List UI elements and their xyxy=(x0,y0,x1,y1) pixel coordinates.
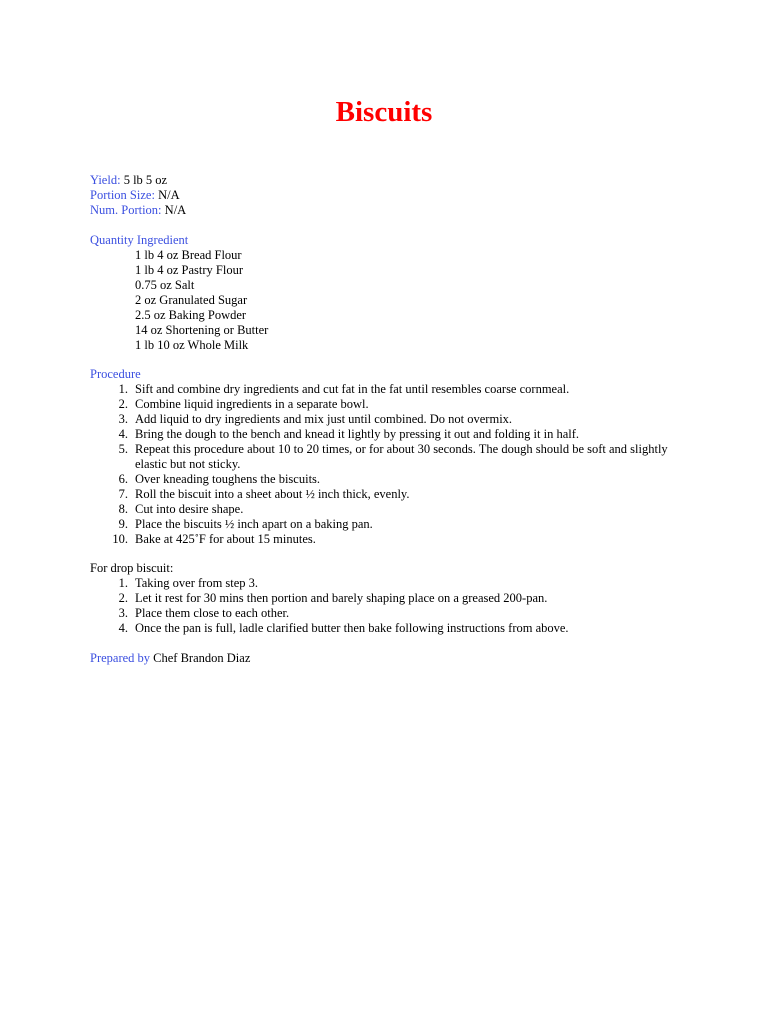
step-text: Once the pan is full, ladle clarified butter then bake following instructions from above. xyxy=(135,621,569,635)
page-title: Biscuits xyxy=(335,96,433,128)
step-text: Bake at 425˚F for about 15 minutes. xyxy=(135,532,316,546)
procedure-step xyxy=(90,427,690,442)
drop-biscuit-header: For drop biscuit: xyxy=(90,561,174,575)
procedure-step xyxy=(90,382,690,397)
ingredient-item: 1 lb 4 oz Pastry Flour xyxy=(135,263,243,277)
procedure-step xyxy=(90,397,690,412)
step-text: Sift and combine dry ingredients and cut fat in the fat until resembles coarse cornmeal. xyxy=(135,382,570,396)
step-number: 4. xyxy=(118,427,128,441)
procedure-step xyxy=(90,442,690,472)
drop-step xyxy=(90,606,690,621)
drop-biscuit-list xyxy=(90,576,690,636)
prepared-by-label: Prepared by xyxy=(90,651,151,665)
step-text: Let it rest for 30 mins then portion and barely shaping place on a greased 200-pan. xyxy=(135,591,548,605)
step-number: 2. xyxy=(118,397,128,411)
prepared-by xyxy=(90,651,690,666)
num-portion-label: Num. Portion: xyxy=(90,203,162,217)
step-text: Cut into desire shape. xyxy=(135,502,244,516)
step-number: 3. xyxy=(118,606,128,620)
procedure-step xyxy=(90,472,690,487)
yield-value: 5 lb 5 oz xyxy=(123,173,168,187)
step-text: Place them close to each other. xyxy=(135,606,290,620)
procedure-header: Procedure xyxy=(90,367,141,381)
step-number: 3. xyxy=(118,412,128,426)
portion-size-row xyxy=(90,188,690,203)
step-number: 8. xyxy=(118,502,128,516)
num-portion-row xyxy=(90,203,690,218)
procedure-step xyxy=(90,412,690,427)
step-text: Taking over from step 3. xyxy=(135,576,259,590)
step-number: 9. xyxy=(118,517,128,531)
step-number: 4. xyxy=(118,621,128,635)
yield-label: Yield: xyxy=(90,173,121,187)
procedure-step xyxy=(90,502,690,517)
procedure-section xyxy=(90,367,690,547)
chef-name: Chef Brandon Diaz xyxy=(153,651,251,665)
num-portion-value: N/A xyxy=(164,203,187,217)
step-number: 6. xyxy=(118,472,128,486)
step-text: Place the biscuits ½ inch apart on a baking pan. xyxy=(135,517,373,531)
yield-row xyxy=(90,173,690,188)
step-number: 2. xyxy=(118,591,128,605)
step-number: 5. xyxy=(118,442,128,456)
step-text: Roll the biscuit into a sheet about ½ inch thick, evenly. xyxy=(135,487,410,501)
ingredient-item: 14 oz Shortening or Butter xyxy=(135,323,269,337)
recipe-meta xyxy=(90,173,690,218)
drop-step xyxy=(90,591,690,606)
step-number: 1. xyxy=(118,382,128,396)
ingredients-header: Quantity Ingredient xyxy=(90,233,189,247)
portion-size-value: N/A xyxy=(158,188,180,202)
ingredient-item: 2.5 oz Baking Powder xyxy=(135,308,247,322)
portion-size-label: Portion Size: xyxy=(90,188,155,202)
step-text: Over kneading toughens the biscuits. xyxy=(135,472,321,486)
procedure-list xyxy=(90,382,690,547)
ingredient-item: 1 lb 4 oz Bread Flour xyxy=(135,248,242,262)
ingredient-item: 2 oz Granulated Sugar xyxy=(135,293,248,307)
ingredient-list xyxy=(135,248,690,353)
step-number: 7. xyxy=(118,487,128,501)
ingredient-item: 1 lb 10 oz Whole Milk xyxy=(135,338,249,352)
drop-step xyxy=(90,621,690,636)
procedure-step xyxy=(90,517,690,532)
drop-biscuit-section xyxy=(90,561,690,636)
ingredient-item: 0.75 oz Salt xyxy=(135,278,195,292)
step-number: 1. xyxy=(118,576,128,590)
ingredients-section xyxy=(90,233,690,353)
step-text: Bring the dough to the bench and knead it lightly by pressing it out and folding it in half. xyxy=(135,427,580,441)
step-number: 10. xyxy=(112,532,128,546)
procedure-step xyxy=(90,487,690,502)
step-text: Combine liquid ingredients in a separate bowl. xyxy=(135,397,369,411)
procedure-step xyxy=(90,532,690,547)
step-text: Repeat this procedure about 10 to 20 times, or for about 30 seconds. The dough should be soft and slightly elastic but not sticky. xyxy=(135,442,668,471)
drop-step xyxy=(90,576,690,591)
step-text: Add liquid to dry ingredients and mix just until combined. Do not overmix. xyxy=(135,412,513,426)
